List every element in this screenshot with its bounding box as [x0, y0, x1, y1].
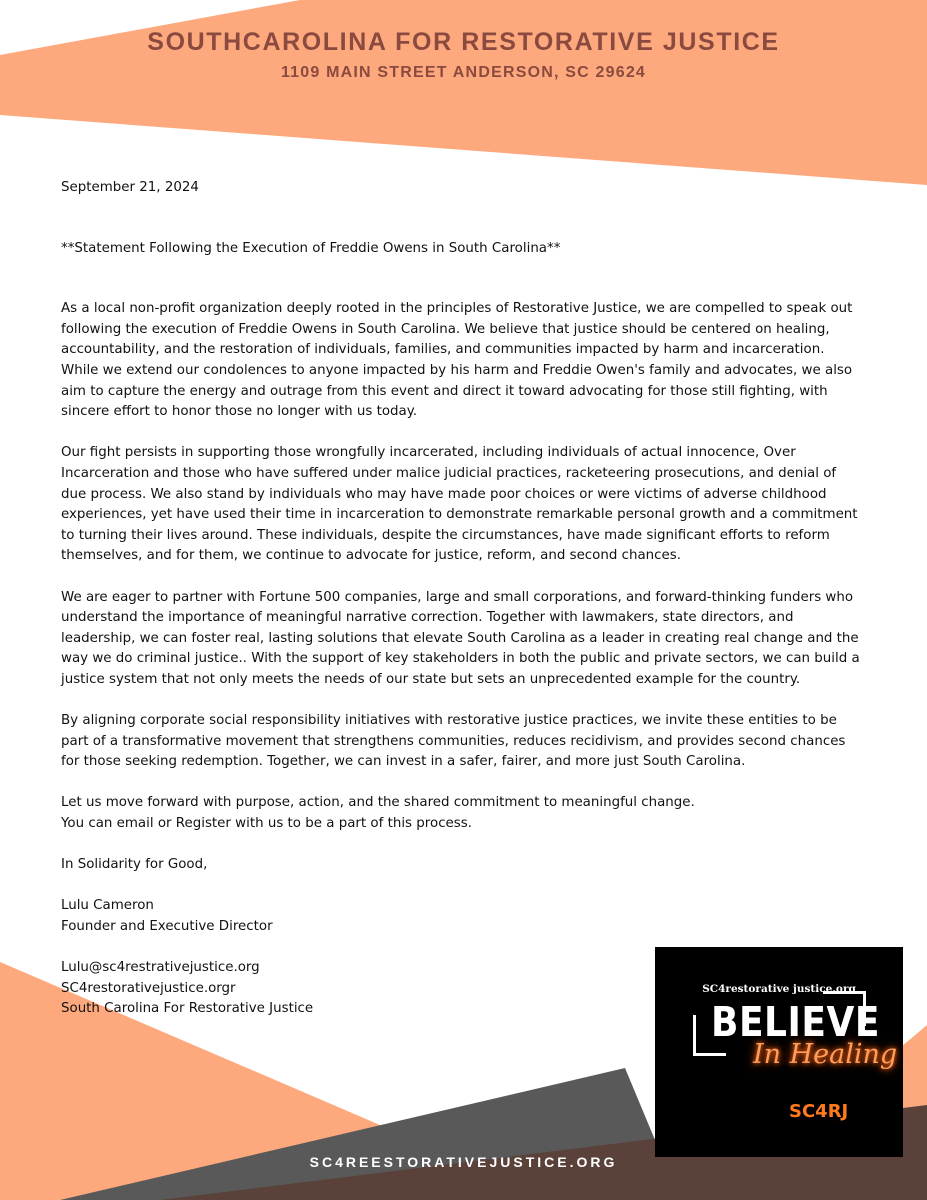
closing-salutation: In Solidarity for Good, — [61, 857, 208, 873]
paragraph: As a local non-profit organization deeply rooted in the principles of Restorative Justice, we are compelled to speak out following the execution of Freddie Owens in South Carolina. We believe that justice should be centered on healing, accountability, and the restoration of individuals, families, and communities impacted by harm and incarceration. While we extend our condolences to anyone impacted by his harm and Freddie Owen's family and advocates, we also aim to capture the energy and outrage from this event and direct it toward advocating for those still fighting, with sincere effort to honor those no longer with us today. — [61, 301, 853, 420]
logo-url: SC4restorative justice.org — [702, 983, 856, 995]
org-name-heading: SOUTHCAROLINA FOR RESTORATIVE JUSTICE — [147, 28, 780, 56]
contact-organization: South Carolina For Restorative Justice — [61, 1001, 314, 1017]
call-to-action-line: Let us move forward with purpose, action, and the shared commitment to meaningful change. — [61, 795, 695, 811]
call-to-action-line: You can email or Register with us to be a part of this process. — [61, 816, 473, 832]
paragraph: By aligning corporate social responsibility initiatives with restorative justice practices, we invite these entities to be part of a transformative movement that strengthens communities, reduces recidivism, and provides second chances for those seeking redemption. Together, we can invest in a safer, fairer, and more just South Carolina. — [61, 713, 846, 770]
signer-name: Lulu Cameron — [61, 898, 154, 914]
letter-subject: **Statement Following the Execution of Freddie Owens in South Carolina** — [61, 240, 561, 256]
logo-tagline: In Healing — [753, 1039, 898, 1070]
org-address: 1109 MAIN STREET ANDERSON, SC 29624 — [280, 64, 647, 81]
believe-in-healing-logo — [655, 947, 903, 1157]
call-to-action — [61, 793, 861, 834]
letter-date: September 21, 2024 — [61, 180, 199, 195]
logo-abbreviation: SC4RJ — [789, 1101, 849, 1122]
contact-website[interactable]: SC4restorativejustice.orgr — [61, 980, 236, 996]
contact-email[interactable]: Lulu@sc4restrativejustice.org — [61, 960, 260, 976]
footer-url[interactable]: SC4REESTORATIVEJUSTICE.ORG — [309, 1154, 618, 1170]
signature-block — [61, 896, 861, 937]
letter-body — [61, 178, 861, 1020]
signer-title: Founder and Executive Director — [61, 919, 273, 934]
paragraph: We are eager to partner with Fortune 500 companies, large and small corporations, and forward-thinking funders who understand the importance of meaningful narrative correction. Together with lawmakers, state directors, and leadership, we can foster real, lasting solutions that elevate South Carolina as a leader in creating real change and the way we do criminal justice.. With the support of key stakeholders in both the public and private sectors, we can build a justice system that not only meets the needs of our state but sets an unprecedented example for the country. — [61, 589, 860, 687]
logo-headline: BELIEVE — [711, 999, 880, 1047]
paragraph: Our fight persists in supporting those wrongfully incarcerated, including individuals of actual innocence, Over Incarceration and those who have suffered under malice judicial practices, racketeering prosecutions, and denial of due process. We also stand by individuals who may have made poor choices or were victims of adverse childhood experiences, yet have used their time in incarceration to demonstrate remarkable personal growth and a commitment to turning their lives around. These individuals, despite the circumstances, have made significant efforts to reform themselves, and for them, we continue to advocate for justice, reform, and second chances. — [61, 445, 858, 564]
